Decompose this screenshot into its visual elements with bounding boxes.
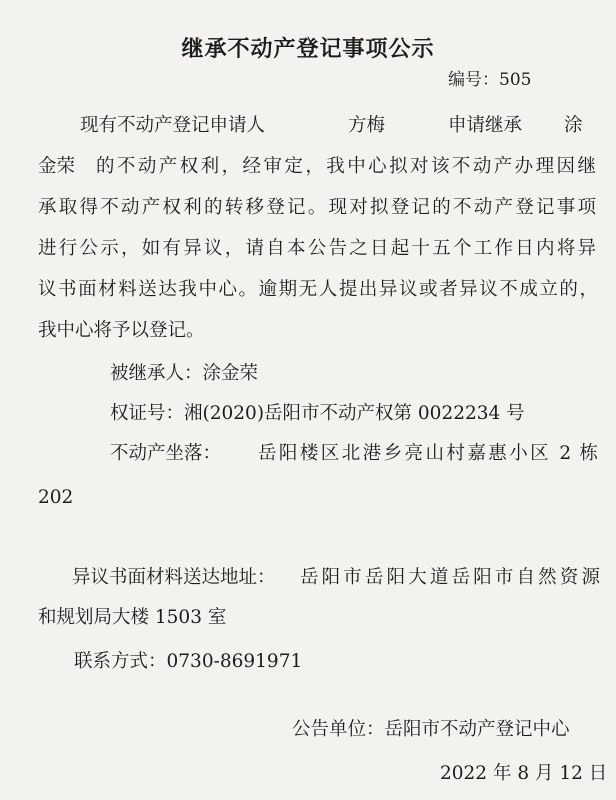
notice-number xyxy=(448,68,531,92)
apply-inherit-text: 申请继承 xyxy=(448,115,523,136)
cert-label: 权证号： xyxy=(110,403,185,424)
number-value: 505 xyxy=(499,70,532,90)
location-label: 不动产坐落： xyxy=(110,443,222,464)
issuer-label: 公告单位： xyxy=(292,719,385,740)
decedent-name-part1: 涂 xyxy=(564,115,583,136)
intro-text: 现有不动产登记申请人 xyxy=(80,115,266,136)
contact-value: 0730-8691971 xyxy=(166,651,303,672)
notice-title: 继承不动产登记事项公示 xyxy=(181,37,435,62)
body-line-5: 议书面材料送达我中心。逾期无人提出异议或者异议不成立的， xyxy=(38,279,598,300)
decedent-name-part2: 金荣 xyxy=(38,156,76,177)
decedent-label: 被继承人： xyxy=(110,363,203,384)
body-line-2: 的不动产权利，经审定，我中心拟对该不动产办理因继 xyxy=(96,156,596,177)
cert-row xyxy=(110,402,525,426)
body-line-3: 承取得不动产权利的转移登记。现对拟登记的不动产登记事项 xyxy=(38,197,596,218)
issuer-value: 岳阳市不动产登记中心 xyxy=(384,719,570,740)
body-line-6: 我中心将予以登记。 xyxy=(38,320,205,341)
issuer-row xyxy=(292,718,570,742)
contact-label: 联系方式： xyxy=(74,651,167,672)
notice-date: 2022 年 8 月 12 日 xyxy=(440,763,608,784)
decedent-row xyxy=(110,362,258,386)
objection-value-line1: 岳阳市岳阳大道岳阳市自然资源 xyxy=(300,567,600,588)
objection-value-line2: 和规划局大楼 1503 室 xyxy=(38,607,227,628)
location-value-line1: 岳阳楼区北港乡亮山村嘉惠小区 2 栋 xyxy=(258,443,598,464)
objection-label: 异议书面材料送达地址： xyxy=(72,567,276,588)
body-line-4: 进行公示，如有异议，请自本公告之日起十五个工作日内将异 xyxy=(38,238,596,259)
contact-row xyxy=(74,650,302,674)
location-value-line2: 202 xyxy=(38,487,74,508)
number-label: 编号： xyxy=(448,70,499,90)
decedent-value: 涂金荣 xyxy=(202,363,259,384)
applicant-name: 方梅 xyxy=(348,115,386,136)
cert-value: 湘(2020)岳阳市不动产权第 0022234 号 xyxy=(184,403,525,424)
